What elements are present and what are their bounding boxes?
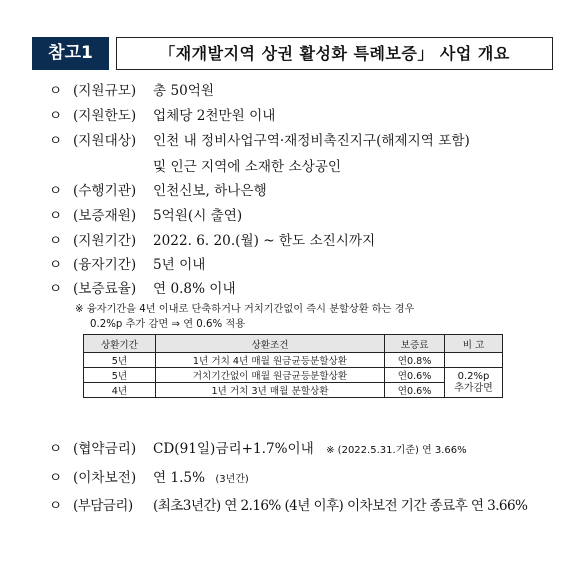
item-guarantee-fee: ㅇ (보증료율) 연 0.8% 이내 [49, 281, 236, 297]
item-guarantee-fund: ㅇ (보증재원) 5억원(시 출연) [49, 208, 243, 224]
item-burden-rate: ㅇ (부담금리) (최초3년간) 연 2.16% (4년 이후) 이차보전 기간 종료후 연 3.66% [49, 498, 528, 514]
item-value: 인천신보, 하나은행 [153, 183, 267, 199]
item-label: (융자기간) [73, 257, 137, 273]
table-header: 상환기간 [84, 335, 156, 353]
item-value: 5억원(시 출연) [153, 208, 243, 224]
table-cell: 연0.6% [385, 368, 445, 383]
item-value: 2022. 6. 20.(월) ~ 한도 소진시까지 [153, 233, 376, 249]
item-support-target: ㅇ (지원대상) 인천 내 정비사업구역·재정비촉진지구(해제지역 포함) [49, 133, 470, 149]
item-label: (이차보전) [73, 470, 137, 486]
table-header-row [84, 335, 503, 353]
fee-note-line2: 0.2%p 추가 감면 ⇒ 연 0.6% 적용 [90, 319, 246, 330]
item-agency: ㅇ (수행기관) 인천신보, 하나은행 [49, 183, 267, 199]
item-label: (부담금리) [73, 498, 133, 514]
item-value: 인천 내 정비사업구역·재정비촉진지구(해제지역 포함) [153, 133, 470, 149]
item-label: (지원기간) [73, 233, 137, 249]
table-cell: 거치기간없이 매월 원금균등분할상환 [155, 368, 384, 383]
item-support-scale: ㅇ (지원규모) 총 50억원 [49, 83, 215, 99]
page-title: 「재개발지역 상권 활성화 특례보증」 사업 개요 [116, 37, 553, 70]
item-label: (지원규모) [73, 83, 137, 99]
reference-badge: 참고1 [32, 37, 109, 70]
table-header: 보증료 [385, 335, 445, 353]
table-remark: 0.2%p 추가감면 [445, 368, 503, 398]
table-header: 상환조건 [155, 335, 384, 353]
item-label: (보증재원) [73, 208, 137, 224]
table-cell [445, 353, 503, 368]
item-value: 연 1.5% [153, 470, 205, 486]
subsidy-period-note: (3년간) [215, 474, 249, 485]
item-support-limit: ㅇ (지원한도) 업체당 2천만원 이내 [49, 108, 276, 124]
item-label: (지원한도) [73, 108, 137, 124]
item-label: (지원대상) [73, 133, 137, 149]
table-cell: 1년 거치 3년 매월 분할상환 [155, 383, 384, 398]
item-value: 총 50억원 [153, 83, 215, 99]
section-header [32, 37, 553, 70]
item-value: CD(91일)금리+1.7%이내 [153, 441, 314, 457]
item-interest-subsidy: ㅇ (이차보전) 연 1.5% (3년간) [49, 470, 249, 486]
fee-note-line1: ※ 융자기간을 4년 이내로 단축하거나 거치기간없이 즉시 분할상환 하는 경우 [75, 304, 415, 315]
item-label: (보증료율) [73, 281, 137, 297]
table-cell: 5년 [84, 353, 156, 368]
table-cell: 연0.6% [385, 383, 445, 398]
item-value: 업체당 2천만원 이내 [153, 108, 276, 124]
item-value: (최초3년간) 연 2.16% (4년 이후) 이차보전 기간 종료후 연 3.66% [153, 498, 528, 514]
item-loan-period: ㅇ (융자기간) 5년 이내 [49, 257, 206, 273]
table-cell: 1년 거치 4년 매월 원금균등분할상환 [155, 353, 384, 368]
table-header: 비 고 [445, 335, 503, 353]
item-agreed-rate: ㅇ (협약금리) CD(91일)금리+1.7%이내 ※ (2022.5.31.기준) 연 3.66% [49, 441, 467, 457]
table-row [84, 383, 503, 398]
table-row [84, 353, 503, 368]
item-label: (협약금리) [73, 441, 137, 457]
table-cell: 5년 [84, 368, 156, 383]
repayment-table [83, 334, 503, 398]
item-support-period: ㅇ (지원기간) 2022. 6. 20.(월) ~ 한도 소진시까지 [49, 233, 376, 249]
item-support-target-continued: 및 인근 지역에 소재한 소상공인 [153, 159, 341, 175]
item-label: (수행기관) [73, 183, 137, 199]
table-cell: 연0.8% [385, 353, 445, 368]
table-row [84, 368, 503, 383]
item-value: 연 0.8% 이내 [153, 281, 236, 297]
rate-reference-note: ※ (2022.5.31.기준) 연 3.66% [326, 445, 467, 456]
item-value: 5년 이내 [153, 257, 206, 273]
table-cell: 4년 [84, 383, 156, 398]
